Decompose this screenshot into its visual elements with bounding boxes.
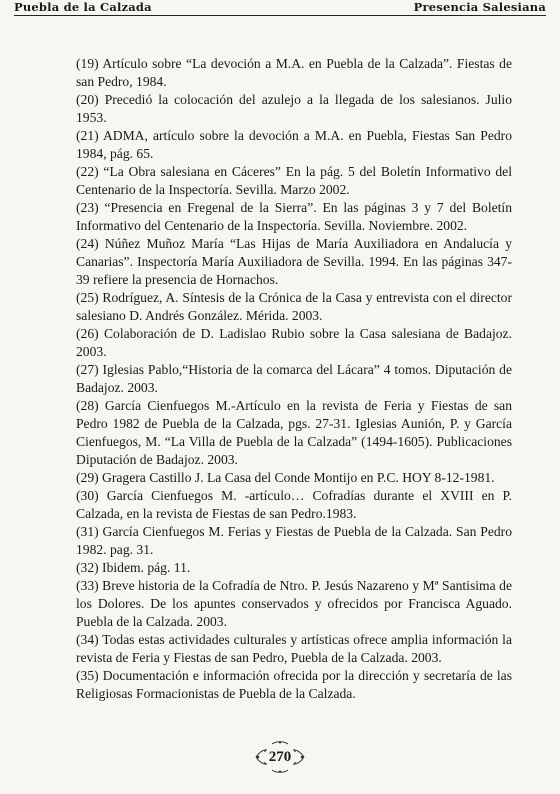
endnote: (33) Breve historia de la Cofradía de Ntro. P. Jesús Nazareno y Mª Santisima de los Dolores. De los apuntes conservados y ofrecidos por Francisca Aguado. Puebla de la Calzada. 2003. — [76, 578, 512, 629]
endnote: (22) “La Obra salesiana en Cáceres” En la pág. 5 del Boletín Informativo del Centenario de la Inspectoría. Sevilla. Marzo 2002. — [76, 164, 512, 197]
endnote: (32) Ibidem. pág. 11. — [76, 560, 191, 575]
endnote: (25) Rodríguez, A. Síntesis de la Crónica de la Casa y entrevista con el director salesiano D. Andrés González. Mérida. 2003. — [76, 290, 512, 323]
endnote: (30) García Cienfuegos M. -artículo… Cofradías durante el XVIII en P. Calzada, en la revista de Fiestas de san Pedro.1983. — [76, 488, 512, 521]
header-left-title: Puebla de la Calzada — [14, 0, 152, 14]
endnote: (26) Colaboración de D. Ladislao Rubio sobre la Casa salesiana de Badajoz. 2003. — [76, 326, 512, 359]
folio-ornament — [252, 740, 308, 774]
endnote: (19) Artículo sobre “La devoción a M.A. en Puebla de la Calzada”. Fiestas de san Pedro, 1984. — [76, 56, 512, 89]
header-rule — [14, 15, 546, 16]
page-folio — [0, 740, 560, 774]
endnote: (24) Núñez Muñoz María “Las Hijas de María Auxiliadora en Andalucía y Canarias”. Inspectoría María Auxiliadora de Sevilla. 1994. En las páginas 347-39 refiere la presencia de Hornachos. — [76, 236, 512, 287]
endnote: (21) ADMA, artículo sobre la devoción a M.A. en Puebla, Fiestas San Pedro 1984, pág. 65. — [76, 128, 512, 161]
endnote: (29) Gragera Castillo J. La Casa del Conde Montijo en P.C. HOY 8-12-1981. — [76, 470, 495, 485]
endnote: (23) “Presencia en Fregenal de la Sierra”. En las páginas 3 y 7 del Boletín Informativo del Centenario de la Inspectoría. Sevilla. Noviembre. 2002. — [76, 200, 512, 233]
endnote: (28) García Cienfuegos M.-Artículo en la revista de Feria y Fiestas de san Pedro 1982 de Puebla de la Calzada, pgs. 27-31. Iglesias Aunión, P. y García Cienfuegos, M. “La Villa de Puebla de la Calzada” (1494-1605). Publicaciones Diputación de Badajoz. 2003. — [76, 398, 512, 467]
endnote: (31) García Cienfuegos M. Ferias y Fiestas de Puebla de la Calzada. San Pedro 1982. pag. 31. — [76, 524, 512, 557]
page-number: 270 — [268, 748, 292, 765]
header-right-title: Presencia Salesiana — [413, 0, 546, 14]
endnote: (35) Documentación e información ofrecida por la dirección y secretaría de las Religiosas Formacionistas de Puebla de la Calzada. — [76, 668, 512, 701]
running-header — [14, 0, 546, 14]
endnote: (27) Iglesias Pablo,“Historia de la comarca del Lácara” 4 tomos. Diputación de Badajoz. 2003. — [76, 362, 512, 395]
endnote: (34) Todas estas actividades culturales y artísticas ofrece amplia información la revista de Feria y Fiestas de san Pedro, Puebla de la Calzada. 2003. — [76, 632, 512, 665]
endnote: (20) Precedió la colocación del azulejo a la llegada de los salesianos. Julio 1953. — [76, 92, 512, 125]
endnotes-list — [76, 55, 512, 703]
